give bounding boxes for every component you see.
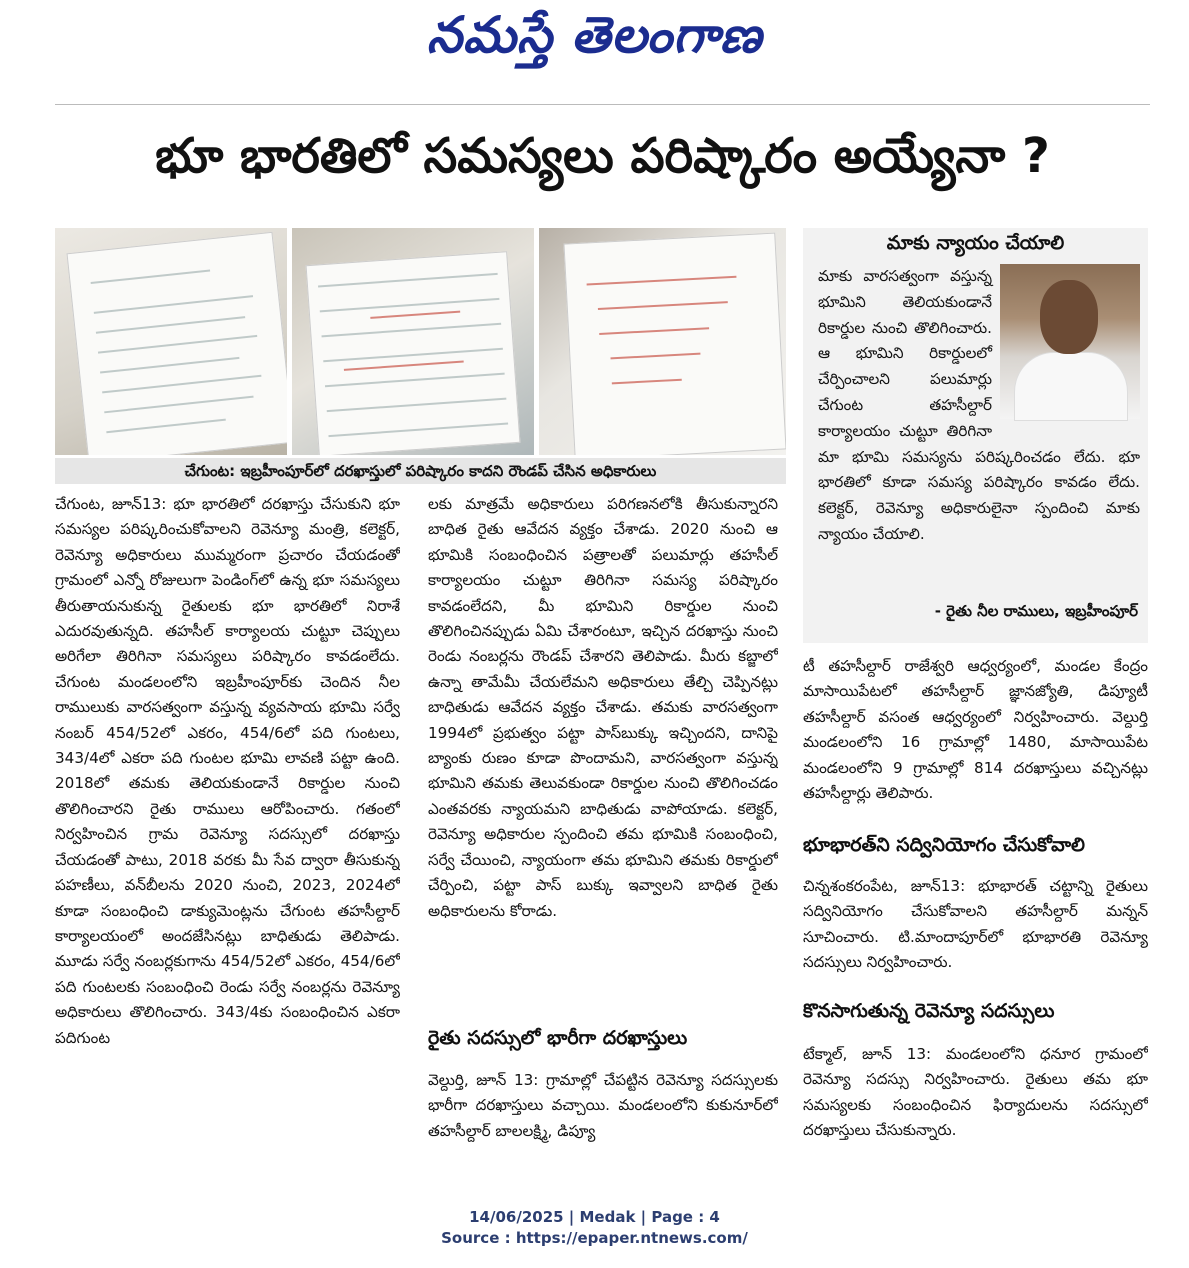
quote-text: మాకు వారసత్వంగా వస్తున్న భూమిని తెలియకుండానే రికార్డుల నుంచి తొలిగించారు. ఆ భూమిని రికార్డులలో చేర్పించాలని పలుమార్లు చేగుంట తహసీల్దార్‌ కార్యాలయం చుట్టూ తిరిగినా మా భూమి సమస్యను పరిష్కరించడం లేదు. భూ భారతిలో కూడా సమస్య పరిష్కారం కావడం లేదు. కలెక్టర్‌, రెవెన్యూ అధికారులైనా స్పందించి మాకు న్యాయం చేయాలి. (818, 267, 1140, 543)
story2-text: వెల్దుర్తి, జూన్‌ 13: గ్రామాల్లో చేపట్టిన రెవెన్యూ సదస్సులకు భారీగా దరఖాస్తులు వచ్చాయి. మండలంలోని కుకునూర్‌లో తహసీల్దార్‌ బాలలక్ష్మి, డిప్యూ (428, 1071, 778, 1140)
quote-attribution: - రైతు నీల రాములు, ఇబ్రహీంపూర్‌ (934, 602, 1138, 620)
article-text-col1: చేగుంట, జూన్13: భూ భారతిలో దరఖాస్తు చేసుకుని భూ సమస్యల పరిష్కరించుకోవాలని రెవెన్యూ మంత్రి, కలెక్టర్‌, రెవెన్యూ అధికారులు ముమ్మరంగా ప్రచారం చేయడంతో గ్రామంలో ఎన్నో రోజులుగా పెండింగ్‌లో ఉన్న భూ సమస్యలు తీరుతాయనుకున్న రైతులకు భూ భారతిలో నిరాశే ఎదురవుతున్నది. తహసీల్‌ కార్యాలయ చుట్టూ చెప్పులు అరిగేలా తిరిగినా సమస్యలు పరిష్కారం కావడంలేదు. చేగుంట మండలంలోని ఇబ్రహీంపూర్‌కు చెందిన నీల రాములుకు వారసత్వంగా వస్తున్న వ్యవసాయ భూమి సర్వే నంబర్‌ 454/52లో ఎకరం, 454/6లో పది గుంటలు, 343/4లో ఎకరా పది గుంటల భూమి లావణి పట్టా ఉంది. 2018లో తమకు తెలియకుండానే రికార్డుల నుంచి తొలిగించారని రైతు రాములు ఆరోపించారు. గతంలో నిర్వహించిన గ్రామ రెవెన్యూ సదస్సులో దరఖాస్తు చేయడంతో పాటు, 2018 వరకు మీ సేవ ద్వారా తీసుకున్న పహణీలు, వన్‌బీలను 2020 నుంచి, 2023, 2024లో కూడా సంబంధించి డాక్యుమెంట్లను చేగుంట తహసీల్దార్‌ కార్యాలయంలో అందజేసినట్లు బాధితుడు తెలిపాడు. మూడు సర్వే నంబర్లకుగాను 454/52లో ఎకరం, 454/6లో పది గుంటలకు సంబంధించి రెండు సర్వే నంబర్లను రెవెన్యూ అధికారులు తొలిగించారు. 343/4కు సంబంధించిన ఎకరా పదిగుంట (55, 495, 400, 1047)
story2-body (428, 1068, 778, 1158)
story2-heading: రైతు సదస్సులో భారీగా దరఖాస్తులు (428, 1027, 688, 1049)
quote-box-title: మాకు న్యాయం చేయాలి (886, 232, 1065, 254)
quote-box-body (818, 264, 1140, 548)
farmer-portrait (1000, 264, 1140, 419)
article-column-1 (55, 492, 400, 1162)
footer-source-link[interactable]: Source : https://epaper.ntnews.com/ (441, 1229, 748, 1247)
portrait-face-shape (1040, 280, 1098, 354)
story3-heading: భూభారత్‌ని సద్వినియోగం చేసుకోవాలి (803, 834, 1085, 856)
photo-caption: చేగుంట: ఇబ్రహీంపూర్‌లో దరఖాస్తులో పరిష్కారం కాదని రౌండప్‌ చేసిన అధికారులు (55, 458, 786, 484)
masthead (0, 0, 1189, 90)
photo-application-form (55, 228, 287, 455)
story4-heading: కొనసాగుతున్న రెవెన్యూ సదస్సులు (803, 1000, 1055, 1022)
masthead-divider (55, 104, 1150, 105)
portrait-shirt-shape (1014, 352, 1128, 421)
story2-continuation (803, 654, 1148, 822)
quote-box (803, 228, 1148, 643)
masthead-logo-text: నమస్తే తెలంగాణ (426, 6, 763, 64)
article-column-2 (428, 492, 778, 1017)
story3-body (803, 874, 1148, 990)
story4-text: టేక్మాల్‌, జూన్‌ 13: మండలంలోని ధనూర గ్రామంలో రెవెన్యూ సదస్సు నిర్వహించారు. రైతులు తమ భూ సమస్యలకు సంబంధించిన ఫిర్యాదులను సదస్సులో దరఖాస్తులు చేసుకున్నారు. (803, 1045, 1148, 1140)
headline: భూ భారతిలో సమస్యలు పరిష్కారం అయ్యేనా ? (155, 128, 1050, 184)
photo-record-table (292, 228, 534, 455)
photo-handwritten-notes (539, 228, 786, 455)
footer-date-edition: 14/06/2025 | Medak | Page : 4 (469, 1208, 720, 1226)
story3-text: చిన్నశంకరంపేట, జూన్13: భూభారత్‌ చట్టాన్ని రైతులు సద్వినియోగం చేసుకోవాలని తహసీల్దార్‌ మన్నన్‌ సూచించారు. టి.మాందాపూర్‌లో భూభారతి రెవెన్యూ సదస్సులు నిర్వహించారు. (803, 877, 1148, 972)
story4-body (803, 1042, 1148, 1162)
story2-continuation-text: టీ తహసీల్దార్‌ రాజేశ్వరి ఆధ్వర్యంలో, మండల కేంద్రం మాసాయిపేటలో తహసీల్దార్‌ జ్ఞానజ్యోతి, డిప్యూటీ తహసీల్దార్‌ వసంత ఆధ్వర్యంలో నిర్వహించారు. వెల్దుర్తి మండలంలోని 16 గ్రామాల్లో 1480, మాసాయిపేట మండలంలోని 9 గ్రామాల్లో 814 దరఖాస్తులు వచ్చినట్లు తహసీల్దార్లు తెలిపారు. (803, 657, 1148, 803)
article-text-col2: లకు మాత్రమే అధికారులు పరిగణనలోకి తీసుకున్నారని బాధిత రైతు ఆవేదన వ్యక్తం చేశాడు. 2020 నుంచి ఆ భూమికి సంబంధించిన పత్రాలతో పలుమార్లు తహసీల్‌ కార్యాలయం చుట్టూ తిరిగినా సమస్య పరిష్కారం కావడంలేదని, మీ భూమిని రికార్డుల నుంచి తొలిగించినప్పుడు ఏమి చేశారంటూ, ఇచ్చిన దరఖాస్తు నుంచి రెండు నంబర్లను రౌండప్‌ చేశారని తెలిపాడు. మీరు కబ్జాలో ఉన్నా తామేమీ చేయలేమని అధికారులు తేల్చి చెప్పినట్లు బాధితుడు ఆవేదన వ్యక్తం చేశాడు. తమకు వారసత్వంగా 1994లో ప్రభుత్వం పట్టా పాస్‌బుక్కు ఇచ్చిందని, దానిపై బ్యాంకు రుణం కూడా పొందామని, వారసత్వంగా వస్తున్న భూమిని తమకు తెలువకుండా రికార్డుల నుంచి తొలిగించడం ఎంతవరకు న్యాయమని బాధితుడు వాపోయాడు. కలెక్టర్‌, రెవెన్యూ అధికారుల స్పందించి తమ భూమికి సంబంధించి, సర్వే చేయించి, న్యాయంగా తమ భూమిని తమకు రికార్డులో చేర్పించి, పట్టా పాస్‌ బుక్కు ఇవ్వాలని బాధిత రైతు అధికారులను కోరాడు. (428, 495, 778, 920)
